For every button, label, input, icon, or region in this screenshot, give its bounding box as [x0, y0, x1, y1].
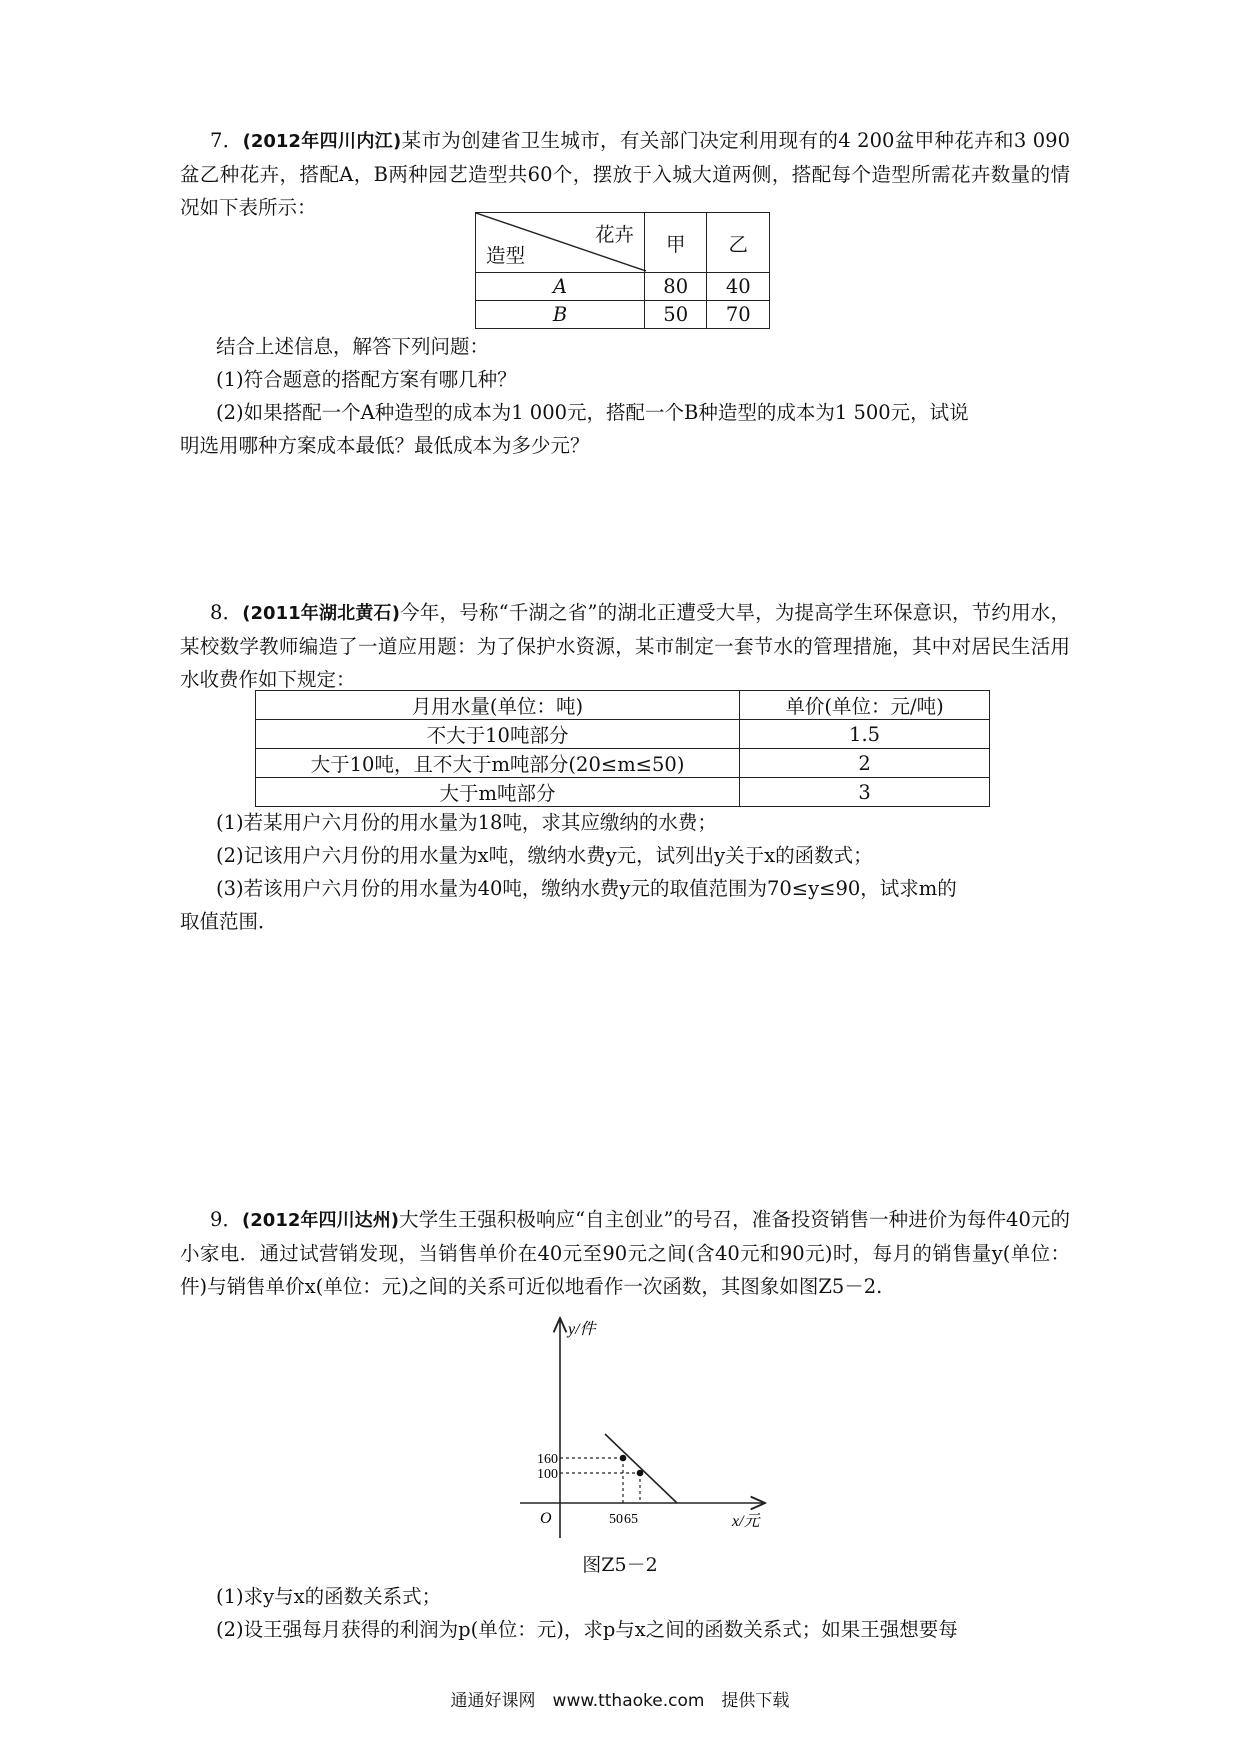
q7-flower-table [475, 212, 770, 329]
q7-number: 7． [210, 129, 243, 152]
table-row [256, 749, 990, 778]
q7-cell: 40 [707, 273, 770, 301]
q7-cell: 70 [707, 301, 770, 329]
q7-paragraph [180, 124, 1070, 224]
q9-body: 大学生王强积极响应“自主创业”的号召，准备投资销售一种进价为每件40元的小家电．通过试营销发现，当销售单价在40元至90元之间(含40元和90元)时，每月的销售量y(单位：件)与销售单价x(单位：元)之间的关系可近似地看作一次函数，其图象如图Z5－2. [180, 1208, 1070, 1298]
q8-header-price: 单价(单位：元/吨) [740, 691, 990, 720]
q7-cell: 80 [644, 273, 707, 301]
q7-sub1: (1)符合题意的搭配方案有哪几种？ [216, 368, 517, 391]
origin-label: O [540, 1510, 552, 1527]
y-tick-label: 100 [537, 1467, 558, 1482]
q8-header-usage: 月用水量(单位：吨) [256, 691, 740, 720]
q8-water-table [255, 690, 990, 807]
q8-source: (2011年湖北黄石) [242, 603, 400, 624]
q9-sub2: (2)设王强每月获得的利润为p(单位：元)，求p与x之间的函数关系式；如果王强想要每 [216, 1618, 958, 1641]
x-axis-label: x/元 [732, 1513, 760, 1530]
q7-header-top-right: 花卉 [594, 223, 634, 246]
q7-col2-header: 乙 [707, 213, 770, 273]
q7-body: 某市为创建省卫生城市，有关部门决定利用现有的4 200盆甲种花卉和3 090盆乙种花卉，搭配A，B两种园艺造型共60个，摆放于入城大道两侧，搭配每个造型所需花卉数量的情况如下表所示： [180, 129, 1070, 219]
data-point [620, 1455, 627, 1462]
y-axis-label: y/件 [568, 1321, 596, 1338]
q8-sub3-line2: 取值范围． [180, 910, 278, 933]
q8-sub1: (1)若某用户六月份的用水量为18吨，求其应缴纳的水费； [216, 811, 717, 834]
q9-paragraph [180, 1203, 1070, 1303]
q9-number: 9． [210, 1208, 243, 1231]
function-line [605, 1434, 677, 1503]
table-row [476, 301, 770, 329]
q9-sub1: (1)求y与x的函数关系式； [216, 1585, 442, 1608]
table-row [476, 273, 770, 301]
q8-cell: 不大于10吨部分 [256, 720, 740, 749]
q9-questions [180, 1580, 1070, 1646]
q8-cell: 2 [740, 749, 990, 778]
q9-source: (2012年四川达州) [242, 1210, 399, 1231]
q8-number: 8． [210, 601, 243, 624]
q8-paragraph [180, 596, 1070, 696]
table-row [256, 720, 990, 749]
q7-questions [180, 330, 1070, 462]
q7-row-label: B [476, 301, 645, 329]
x-tick-label: 65 [624, 1512, 638, 1527]
q9-figure-caption: 图Z5－2 [582, 1554, 658, 1576]
q7-source: (2012年四川内江) [242, 131, 402, 152]
footer-credit: 通通好课网 www.tthaoke.com 提供下载 [450, 1691, 790, 1711]
q8-sub2: (2)记该用户六月份的用水量为x吨，缴纳水费y元，试列出y关于x的函数式； [216, 844, 873, 867]
q8-body: 今年，号称“千湖之省”的湖北正遭受大旱，为提高学生环保意识，节约用水，某校数学教师编造了一道应用题：为了保护水资源，某市制定一套节水的管理措施，其中对居民生活用水收费作如下规定： [180, 601, 1070, 691]
q7-row-label: A [476, 273, 645, 301]
q8-cell: 3 [740, 778, 990, 807]
q7-table-corner [476, 213, 645, 273]
q8-sub3-line1: (3)若该用户六月份的用水量为40吨，缴纳水费y元的取值范围为70≤y≤90，试求m的 [216, 877, 957, 900]
x-tick-label: 50 [609, 1512, 623, 1527]
q7-cell: 50 [644, 301, 707, 329]
q8-cell: 大于10吨，且不大于m吨部分(20≤m≤50) [256, 749, 740, 778]
q8-questions [180, 806, 1070, 938]
q7-sub2-line2: 明选用哪种方案成本最低？最低成本为多少元？ [180, 434, 590, 457]
y-tick-label: 160 [537, 1452, 558, 1467]
table-row [256, 778, 990, 807]
q9-function-graph [510, 1318, 770, 1553]
q7-header-bottom-left: 造型 [486, 244, 526, 267]
q7-col1-header: 甲 [644, 213, 707, 273]
q8-cell: 1.5 [740, 720, 990, 749]
q8-cell: 大于m吨部分 [256, 778, 740, 807]
data-point [637, 1470, 644, 1477]
q7-lead: 结合上述信息，解答下列问题： [216, 335, 490, 358]
q7-sub2-line1: (2)如果搭配一个A种造型的成本为1 000元，搭配一个B种造型的成本为1 500元，试说 [216, 401, 969, 424]
